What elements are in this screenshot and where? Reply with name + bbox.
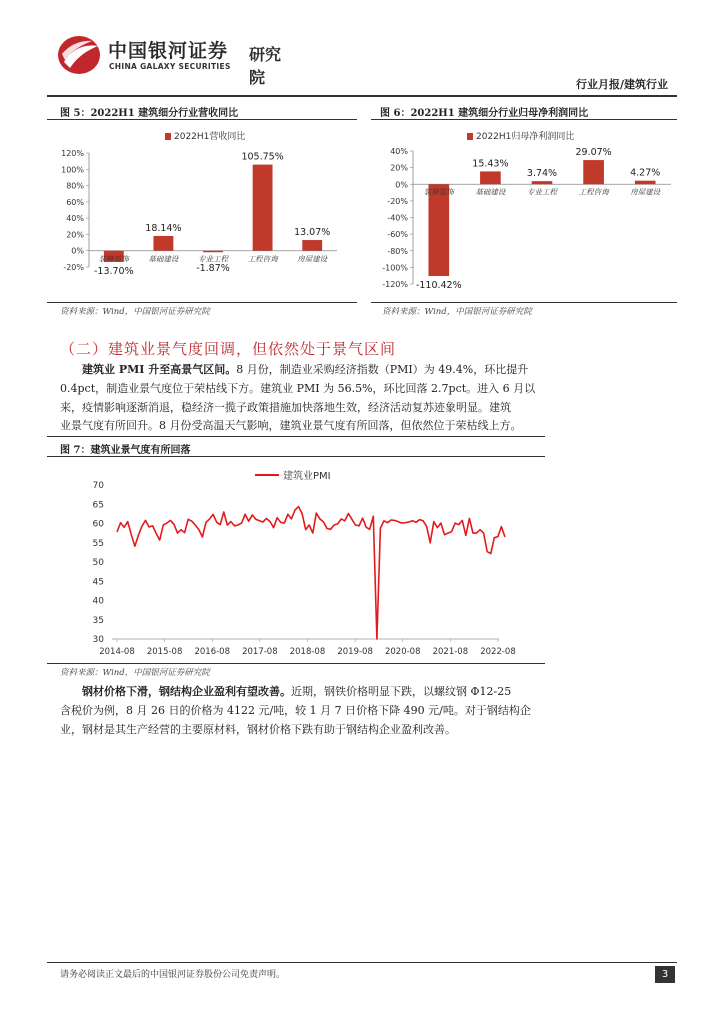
legend-label: 2022H1营收同比 bbox=[174, 132, 246, 142]
y-tick-label: 60% bbox=[66, 197, 84, 207]
bar bbox=[635, 181, 656, 185]
y-tick-label: 40% bbox=[390, 147, 408, 156]
category-label: 专业工程 bbox=[527, 187, 557, 197]
legend-swatch bbox=[467, 133, 473, 140]
y-tick-label: -60% bbox=[387, 230, 408, 240]
x-tick-label: 2021-08 bbox=[432, 647, 469, 657]
fig7-line-chart bbox=[47, 458, 545, 661]
fig5-caption: 图 5：2022H1 建筑细分行业营收同比 bbox=[60, 108, 239, 119]
bar bbox=[203, 251, 223, 253]
pmi-series-line bbox=[117, 507, 505, 639]
y-tick-label: -80% bbox=[387, 246, 408, 256]
y-tick-label: 0% bbox=[71, 246, 84, 256]
data-label: 4.27% bbox=[630, 167, 661, 179]
fig5-bar-chart bbox=[47, 122, 357, 302]
y-tick-label: -20% bbox=[387, 196, 408, 206]
category-label: 工程咨询 bbox=[247, 254, 278, 264]
fig5-bottom-rule bbox=[47, 302, 357, 303]
y-tick-label: 40 bbox=[92, 596, 104, 607]
paragraph-line: 含税价为例，8 月 26 日的价格为 4122 元/吨，较 1 月 7 日价格下降 490 元/吨。对于钢结构企 bbox=[60, 703, 531, 717]
y-tick-label: 55 bbox=[92, 538, 104, 549]
fig5-source: 资料来源：Wind，中国银河证券研究院 bbox=[60, 307, 210, 317]
category-label: 装修装饰 bbox=[98, 254, 129, 264]
y-tick-label: 65 bbox=[92, 500, 104, 511]
paragraph-line: 业，钢材是其生产经营的主要原材料，钢材价格下跌有助于钢结构企业盈利改善。 bbox=[60, 722, 456, 736]
data-label: 18.14% bbox=[145, 222, 182, 234]
category-label: 房屋建设 bbox=[297, 254, 328, 264]
y-tick-label: 40% bbox=[66, 214, 84, 224]
logo-chinese-name: 中国银河证券 bbox=[108, 40, 229, 62]
y-tick-label: 20% bbox=[390, 163, 408, 173]
section-heading: （二）建筑业景气度回调，但依然处于景气区间 bbox=[60, 340, 397, 358]
galaxy-logo-icon bbox=[56, 34, 102, 76]
page-number: 3 bbox=[655, 966, 675, 983]
paragraph-line: 0.4pct，制造业景气度位于荣枯线下方。建筑业 PMI 为 56.5%，环比回落 2.7pct。进入 6 月以 bbox=[60, 381, 536, 395]
fig6-source: 资料来源：Wind，中国银河证券研究院 bbox=[382, 307, 532, 317]
fig6-caption-rule bbox=[371, 119, 677, 120]
category-label: 基础建设 bbox=[475, 187, 506, 197]
fig6-bar-chart bbox=[371, 122, 677, 302]
logo bbox=[56, 34, 296, 87]
category-label: 工程咨询 bbox=[578, 187, 609, 197]
paragraph-steel bbox=[60, 683, 670, 739]
data-label: 105.75% bbox=[241, 151, 284, 163]
data-label: -13.70% bbox=[93, 265, 134, 277]
legend-label: 2022H1归母净利润同比 bbox=[476, 132, 575, 142]
x-tick-label: 2017-08 bbox=[242, 647, 278, 657]
logo-english-name: CHINA GALAXY SECURITIES bbox=[109, 62, 231, 71]
bar bbox=[532, 181, 553, 184]
x-tick-label: 2016-08 bbox=[194, 647, 231, 657]
bar bbox=[253, 165, 273, 251]
bar bbox=[153, 236, 173, 251]
y-tick-label: 50 bbox=[92, 558, 104, 568]
bar bbox=[583, 160, 604, 184]
data-label: -1.87% bbox=[196, 263, 230, 274]
header-rule bbox=[47, 95, 677, 97]
x-tick-label: 2020-08 bbox=[384, 647, 421, 657]
fig7-top-rule bbox=[47, 436, 545, 437]
bar bbox=[480, 171, 501, 184]
bar bbox=[428, 184, 449, 276]
report-category: 行业月报/建筑行业 bbox=[575, 78, 668, 91]
y-tick-label: 60 bbox=[92, 519, 104, 530]
fig5-caption-rule bbox=[47, 119, 357, 120]
paragraph-lead: 钢材价格下滑，钢结构企业盈利有望改善。 bbox=[82, 685, 291, 698]
fig7-caption-rule bbox=[47, 456, 545, 457]
y-tick-label: 70 bbox=[92, 481, 104, 491]
paragraph-line: 业景气度有所回升。8 月份受高温天气影响，建筑业景气度有所回落，但依然位于荣枯线上方。 bbox=[60, 419, 522, 433]
x-tick-label: 2018-08 bbox=[289, 647, 326, 657]
data-label: -110.42% bbox=[415, 280, 462, 292]
footer-disclaimer: 请务必阅读正文最后的中国银河证券股份公司免责声明。 bbox=[60, 970, 286, 980]
fig7-bottom-rule bbox=[47, 663, 545, 664]
y-tick-label: 0% bbox=[395, 180, 408, 190]
fig7-source: 资料来源：Wind，中国银河证券研究院 bbox=[60, 668, 210, 678]
data-label: 3.74% bbox=[526, 168, 558, 180]
category-label: 基础建设 bbox=[148, 254, 179, 264]
fig6-caption: 图 6：2022H1 建筑细分行业归母净利润同比 bbox=[380, 108, 589, 119]
category-label: 专业工程 bbox=[198, 254, 228, 264]
logo-institute: 研究院 bbox=[249, 45, 282, 87]
legend-label: 建筑业PMI bbox=[283, 471, 331, 482]
legend-swatch bbox=[165, 133, 171, 140]
y-tick-label: 35 bbox=[92, 615, 104, 626]
y-tick-label: -40% bbox=[387, 213, 408, 223]
x-tick-label: 2015-08 bbox=[146, 647, 183, 657]
category-label: 房屋建设 bbox=[630, 187, 661, 197]
footer-rule bbox=[47, 962, 677, 963]
data-label: 29.07% bbox=[575, 147, 612, 159]
category-label: 装修装饰 bbox=[423, 187, 454, 197]
y-tick-label: -20% bbox=[63, 263, 84, 272]
paragraph-pmi bbox=[60, 361, 670, 436]
y-tick-label: -100% bbox=[382, 263, 408, 273]
data-label: 13.07% bbox=[294, 227, 331, 239]
paragraph-line: 钢材价格下滑，钢结构企业盈利有望改善。近期，钢铁价格明显下跌，以螺纹钢 Φ12-25 bbox=[82, 685, 512, 698]
fig7-caption: 图 7：建筑业景气度有所回落 bbox=[60, 445, 191, 456]
y-tick-label: 120% bbox=[61, 149, 84, 158]
y-tick-label: 80% bbox=[66, 181, 84, 191]
y-tick-label: 30 bbox=[92, 635, 104, 645]
paragraph-lead: 建筑业 PMI 升至高景气区间。 bbox=[82, 363, 237, 376]
paragraph-line: 建筑业 PMI 升至高景气区间。8 月份，制造业采购经济指数（PMI）为 49.4%，环比提升 bbox=[82, 363, 529, 376]
y-tick-label: 45 bbox=[92, 577, 104, 588]
x-tick-label: 2014-08 bbox=[99, 647, 135, 657]
paragraph-line: 来，疫情影响逐渐消退，稳经济一揽子政策措施加快落地生效，经济活动复苏迹象明显。建筑 bbox=[60, 400, 511, 414]
fig6-bottom-rule bbox=[371, 302, 677, 303]
x-tick-label: 2019-08 bbox=[337, 647, 373, 657]
y-tick-label: 100% bbox=[61, 165, 84, 175]
data-label: 15.43% bbox=[472, 158, 509, 170]
x-tick-label: 2022-08 bbox=[480, 647, 516, 657]
y-tick-label: -120% bbox=[382, 280, 408, 289]
y-tick-label: 20% bbox=[66, 230, 84, 240]
bar bbox=[302, 240, 322, 251]
